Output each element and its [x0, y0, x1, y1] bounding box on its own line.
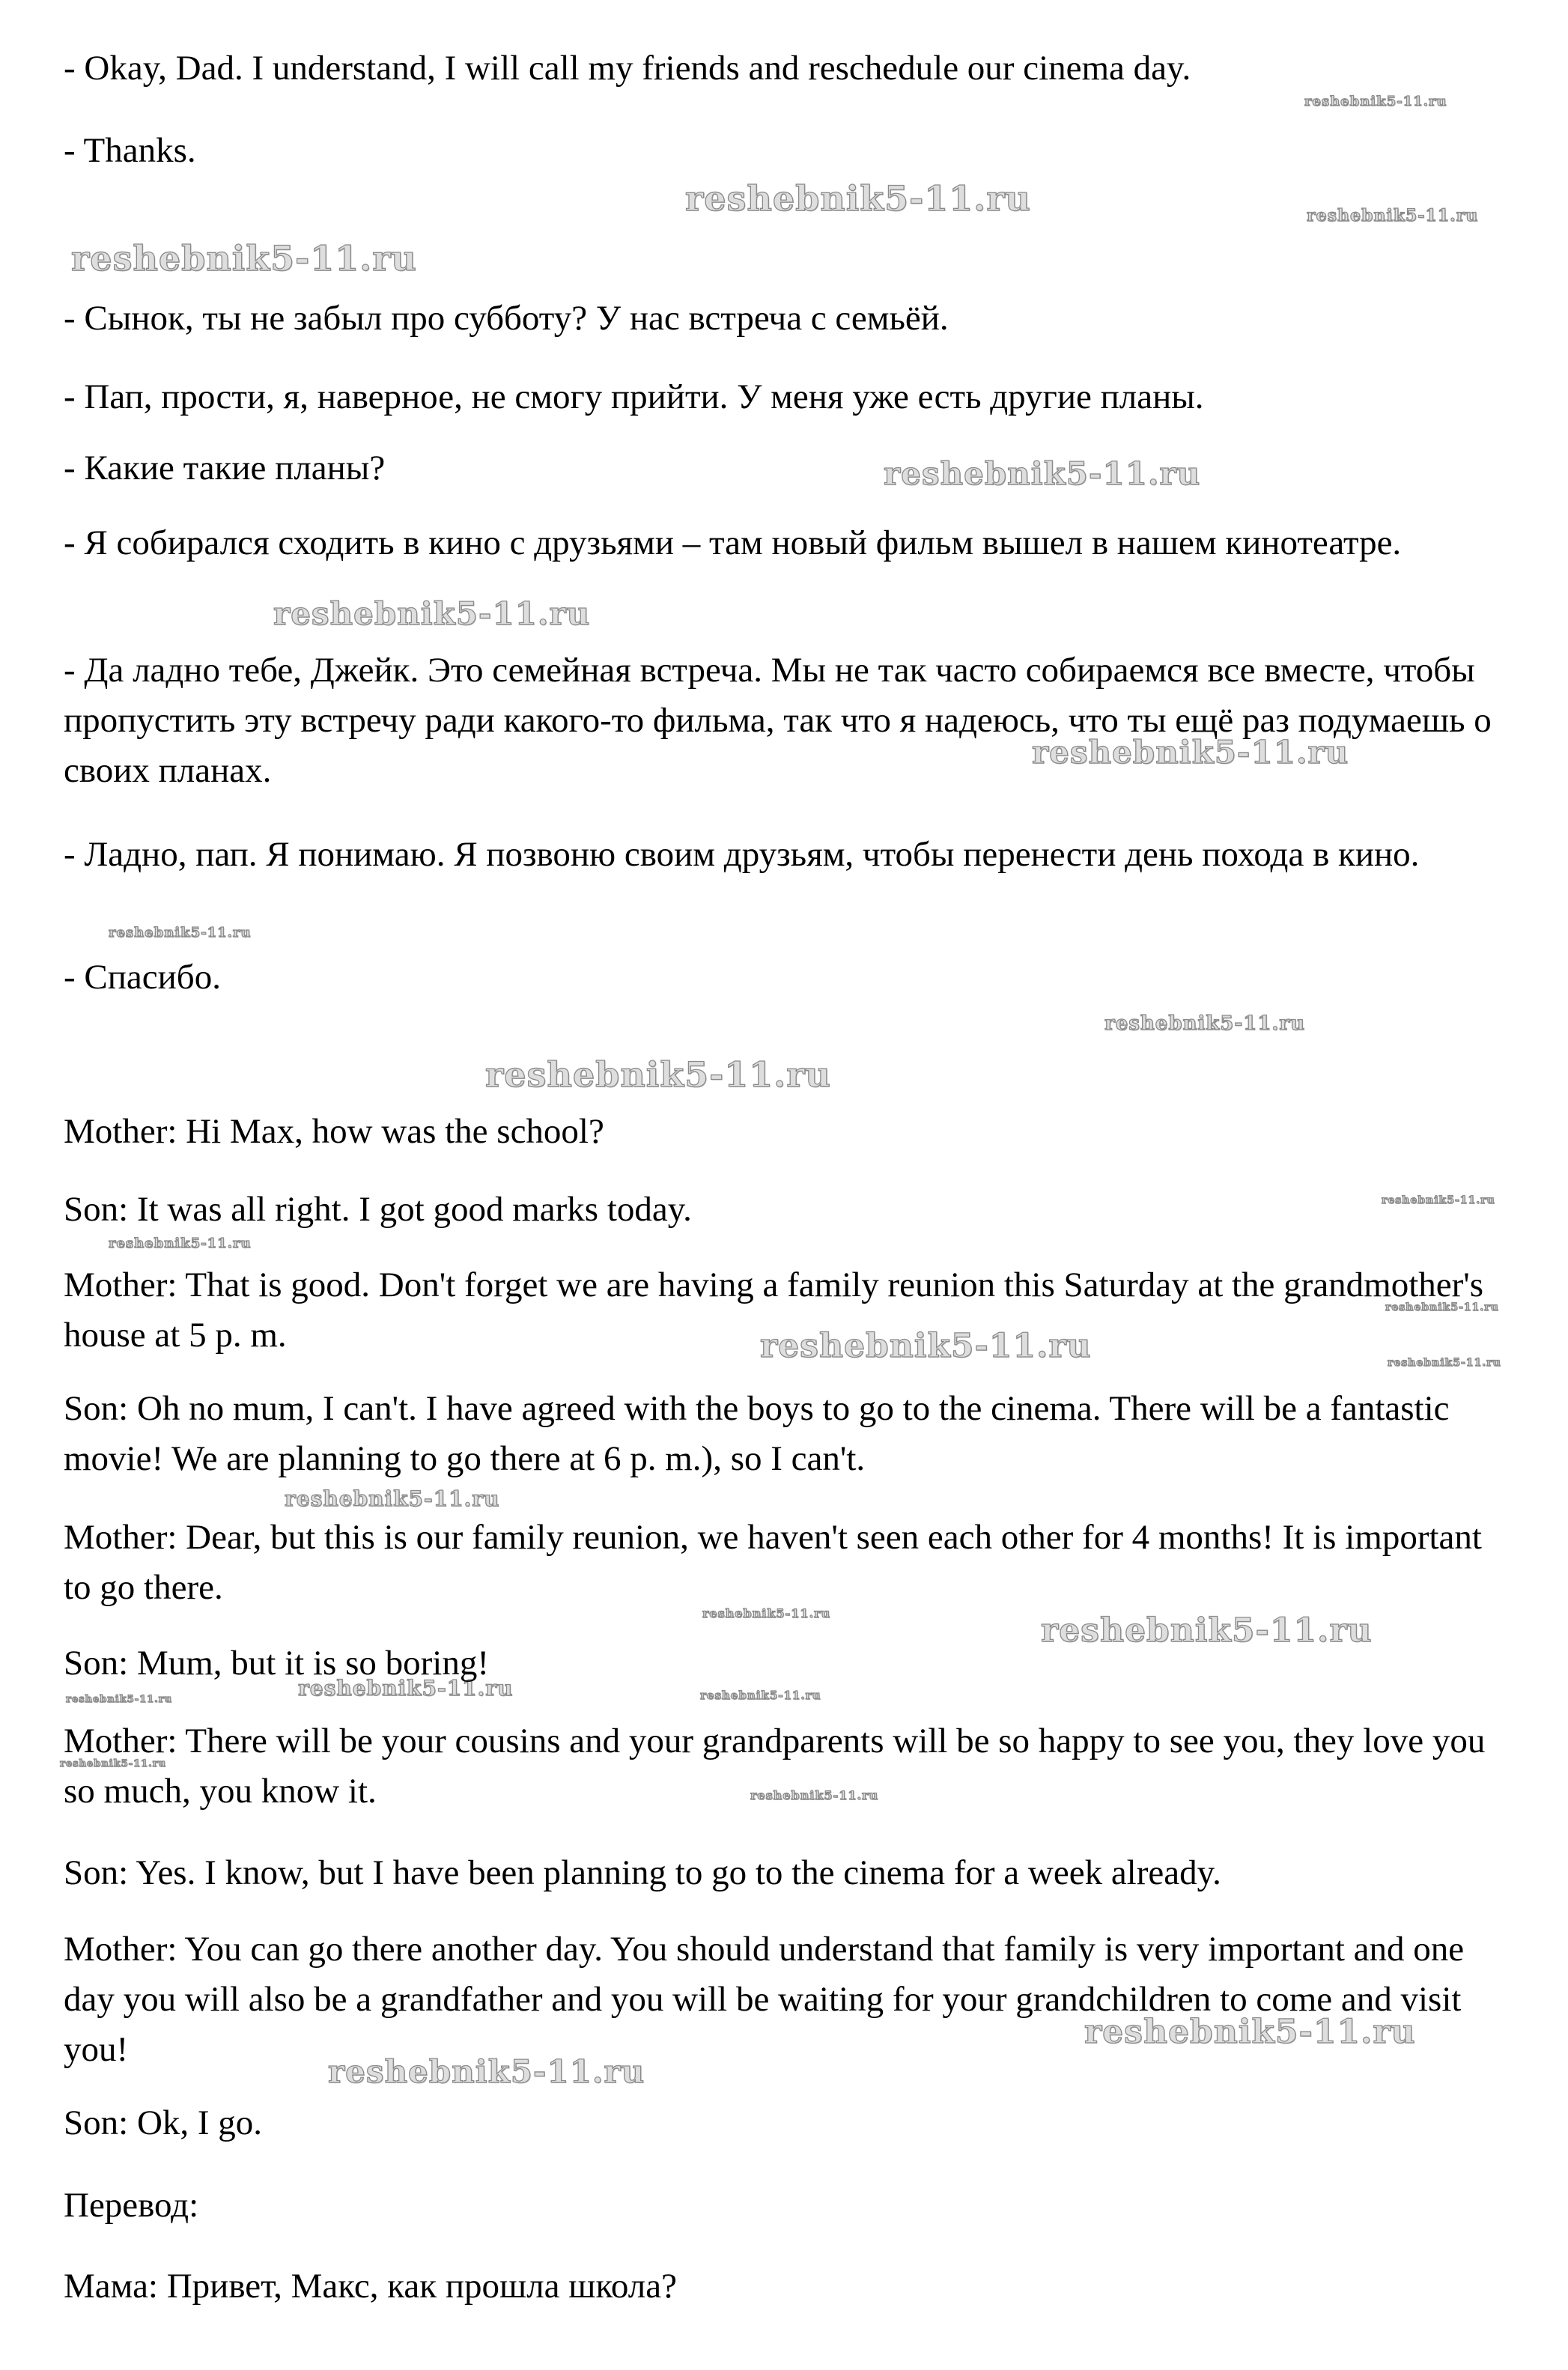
paragraph: - Ладно, пап. Я понимаю. Я позвоню своим друзьям, чтобы перенести день похода в кино. — [64, 835, 1420, 874]
site-watermark: reshebnik5-11.ru — [1382, 1194, 1495, 1206]
paragraph: Mother: You can go there another day. You should understand that family is very important and one day you will also be a grandfather and you will be waiting for your grandchildren to come and visit you! — [64, 1930, 1465, 2069]
site-watermark: reshebnik5-11.ru — [760, 1327, 1092, 1365]
site-watermark: reshebnik5-11.ru — [109, 1236, 252, 1251]
site-watermark: reshebnik5-11.ru — [485, 1054, 831, 1095]
site-watermark: reshebnik5-11.ru — [1385, 1301, 1499, 1313]
site-watermark: reshebnik5-11.ru — [1032, 734, 1349, 771]
site-watermark: reshebnik5-11.ru — [700, 1689, 821, 1702]
site-watermark: reshebnik5-11.ru — [1304, 94, 1447, 109]
paragraph: Son: It was all right. I got good marks today. — [64, 1190, 692, 1229]
site-watermark: reshebnik5-11.ru — [71, 238, 417, 279]
site-watermark: reshebnik5-11.ru — [60, 1758, 167, 1769]
site-watermark: reshebnik5-11.ru — [285, 1486, 500, 1511]
paragraph: Son: Ok, I go. — [64, 2103, 263, 2142]
paragraph: - Да ладно тебе, Джейк. Это семейная встреча. Мы не так часто собираемся все вместе, чтобы пропустить эту встречу ради какого-то фильма, так что я надеюсь, что ты ещё раз подумаешь о своих планах. — [64, 651, 1492, 790]
site-watermark: reshebnik5-11.ru — [298, 1676, 514, 1701]
site-watermark: reshebnik5-11.ru — [1307, 206, 1479, 225]
paragraph: Mother: Hi Max, how was the school? — [64, 1112, 604, 1151]
paragraph: Мама: Привет, Макс, как прошла школа? — [64, 2267, 677, 2306]
paragraph: Mother: That is good. Don't forget we are having a family reunion this Saturday at the grandmother's house at 5 p. m. — [64, 1265, 1484, 1355]
site-watermark: reshebnik5-11.ru — [1104, 1012, 1306, 1035]
paragraph: - Сынок, ты не забыл про субботу? У нас встреча с семьёй. — [64, 299, 949, 338]
site-watermark: reshebnik5-11.ru — [273, 595, 591, 632]
paragraph: Перевод: — [64, 2186, 199, 2225]
site-watermark: reshebnik5-11.ru — [884, 455, 1201, 492]
paragraph: - Пап, прости, я, наверное, не смогу прийти. У меня уже есть другие планы. — [64, 377, 1204, 416]
paragraph: - Okay, Dad. I understand, I will call my friends and reschedule our cinema day. — [64, 49, 1191, 88]
paragraph: - Спасибо. — [64, 958, 221, 997]
site-watermark: reshebnik5-11.ru — [685, 178, 1031, 219]
paragraph: Son: Oh no mum, I can't. I have agreed with the boys to go to the cinema. There will be a fantastic movie! We are planning to go there at 6 p. m.), so I can't. — [64, 1389, 1450, 1478]
site-watermark: reshebnik5-11.ru — [66, 1694, 173, 1705]
site-watermark: reshebnik5-11.ru — [1041, 1611, 1373, 1650]
paragraph: Son: Mum, but it is so boring! — [64, 1644, 489, 1683]
site-watermark: reshebnik5-11.ru — [328, 2053, 645, 2090]
paragraph: - Какие такие планы? — [64, 449, 386, 487]
site-watermark: reshebnik5-11.ru — [109, 925, 252, 941]
site-watermark: reshebnik5-11.ru — [1084, 2013, 1416, 2051]
site-watermark: reshebnik5-11.ru — [702, 1606, 831, 1620]
site-watermark: reshebnik5-11.ru — [750, 1788, 879, 1802]
site-watermark: reshebnik5-11.ru — [1388, 1357, 1501, 1369]
paragraph: Mother: There will be your cousins and your grandparents will be so happy to see you, they love you so much, you know it. — [64, 1722, 1486, 1811]
paragraph: - Я собирался сходить в кино с друзьями – там новый фильм вышел в нашем кинотеатре. — [64, 523, 1402, 562]
paragraph: Mother: Dear, but this is our family reunion, we haven't seen each other for 4 months! It is important to go there. — [64, 1518, 1482, 1607]
paragraph: - Thanks. — [64, 131, 196, 170]
paragraph: Son: Yes. I know, but I have been planning to go to the cinema for a week already. — [64, 1853, 1221, 1892]
